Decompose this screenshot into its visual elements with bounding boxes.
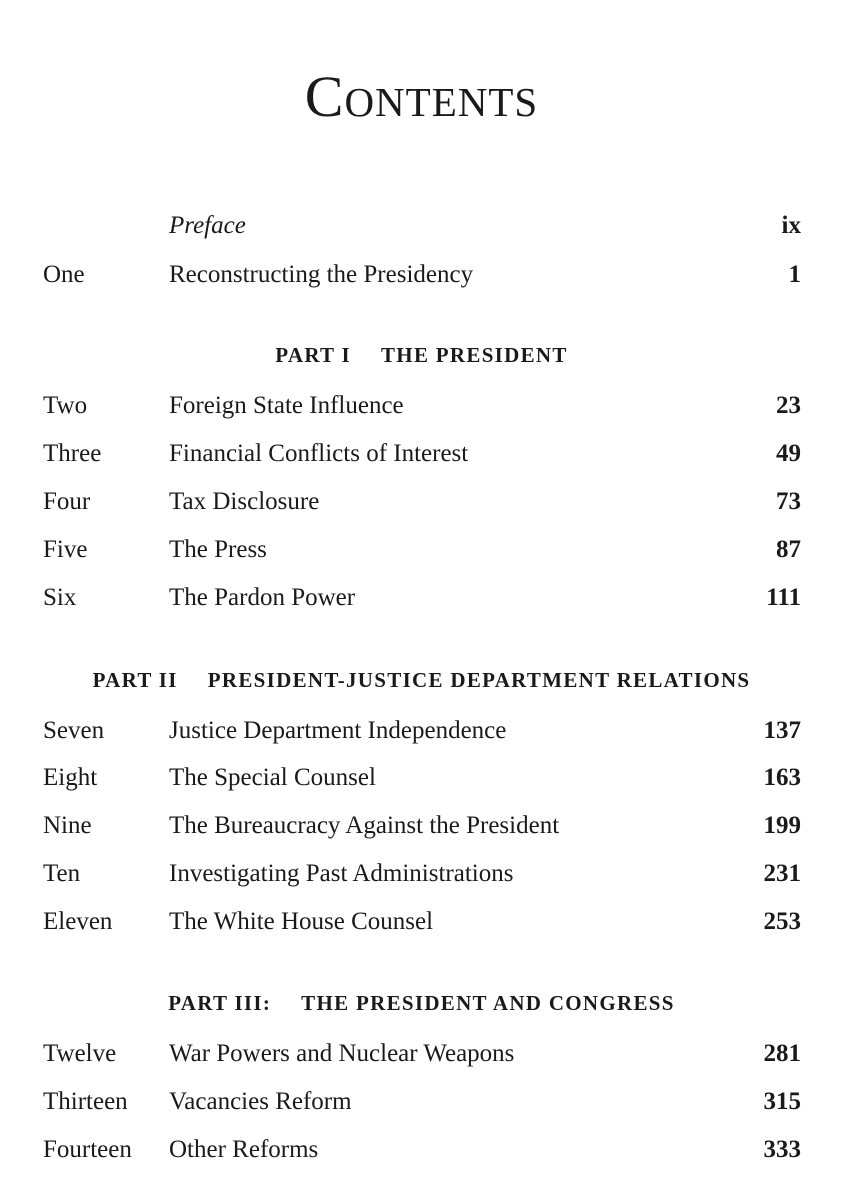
chapter-number: Three [43, 440, 102, 467]
page-number: 281 [763, 1040, 801, 1067]
chapter-title: Vacancies Reform [169, 1088, 352, 1115]
toc-entry-one[interactable] [0, 258, 867, 292]
part-label: PART II [92, 668, 178, 692]
part-title: THE PRESIDENT [381, 343, 568, 367]
page-number: 137 [763, 717, 801, 744]
toc-entry-three[interactable] [0, 437, 867, 471]
toc-entry-seven[interactable] [0, 714, 867, 748]
chapter-title: Preface [169, 212, 246, 239]
part-heading-2 [0, 665, 843, 695]
toc-entry-four[interactable] [0, 485, 867, 519]
page-number: 1 [788, 261, 801, 288]
chapter-number: Six [43, 584, 77, 611]
chapter-title: War Powers and Nuclear Weapons [169, 1040, 515, 1067]
chapter-number: Two [43, 392, 88, 419]
chapter-number: Four [43, 488, 91, 515]
page-number: 73 [776, 488, 801, 515]
page-number: ix [781, 212, 801, 239]
toc-entry-thirteen[interactable] [0, 1085, 867, 1119]
chapter-title: Other Reforms [169, 1136, 319, 1163]
page-number: 315 [763, 1088, 801, 1115]
chapter-title: The Pardon Power [169, 584, 356, 611]
chapter-title: Financial Conflicts of Interest [169, 440, 469, 467]
chapter-number: Ten [43, 860, 81, 887]
chapter-number: Twelve [43, 1040, 117, 1067]
toc-entry-two[interactable] [0, 389, 867, 423]
chapter-title: The Special Counsel [169, 764, 376, 791]
page-number: 231 [763, 860, 801, 887]
page-number: 87 [776, 536, 801, 563]
toc-entry-eight[interactable] [0, 761, 867, 795]
chapter-title: The Bureaucracy Against the President [169, 812, 560, 839]
chapter-number: Fourteen [43, 1136, 132, 1163]
page-number: 163 [763, 764, 801, 791]
part-label: PART III: [168, 991, 272, 1015]
chapter-number: Eleven [43, 908, 113, 935]
page-number: 111 [766, 584, 801, 611]
chapter-title: Investigating Past Administrations [169, 860, 514, 887]
toc-entry-eleven[interactable] [0, 905, 867, 939]
part-label: PART I [275, 343, 351, 367]
page-number: 199 [763, 812, 801, 839]
toc-entry-six[interactable] [0, 581, 867, 615]
chapter-number: Thirteen [43, 1088, 128, 1115]
chapter-number: Eight [43, 764, 98, 791]
page-number: 333 [763, 1136, 801, 1163]
page-number: 49 [776, 440, 801, 467]
toc-entry-ten[interactable] [0, 857, 867, 891]
chapter-title: Reconstructing the Presidency [169, 261, 474, 288]
toc-entry-fourteen[interactable] [0, 1133, 867, 1167]
page-title: Contents [304, 64, 539, 129]
toc-entry-twelve[interactable] [0, 1037, 867, 1071]
toc-entry-preface[interactable] [0, 209, 867, 243]
chapter-title: Justice Department Independence [169, 717, 507, 744]
page-number: 23 [776, 392, 801, 419]
chapter-number: Five [43, 536, 88, 563]
part-title: THE PRESIDENT AND CONGRESS [301, 991, 675, 1015]
part-title: PRESIDENT-JUSTICE DEPARTMENT RELATIONS [207, 668, 751, 692]
part-heading-3 [0, 988, 843, 1018]
chapter-title: The Press [169, 536, 267, 563]
toc-entry-nine[interactable] [0, 809, 867, 843]
page-number: 253 [763, 908, 801, 935]
chapter-number: One [43, 261, 85, 288]
chapter-number: Nine [43, 812, 92, 839]
chapter-number: Seven [43, 717, 105, 744]
chapter-title: Foreign State Influence [169, 392, 404, 419]
toc-entry-five[interactable] [0, 533, 867, 567]
part-heading-1 [0, 340, 843, 370]
chapter-title: The White House Counsel [169, 908, 434, 935]
chapter-title: Tax Disclosure [169, 488, 320, 515]
